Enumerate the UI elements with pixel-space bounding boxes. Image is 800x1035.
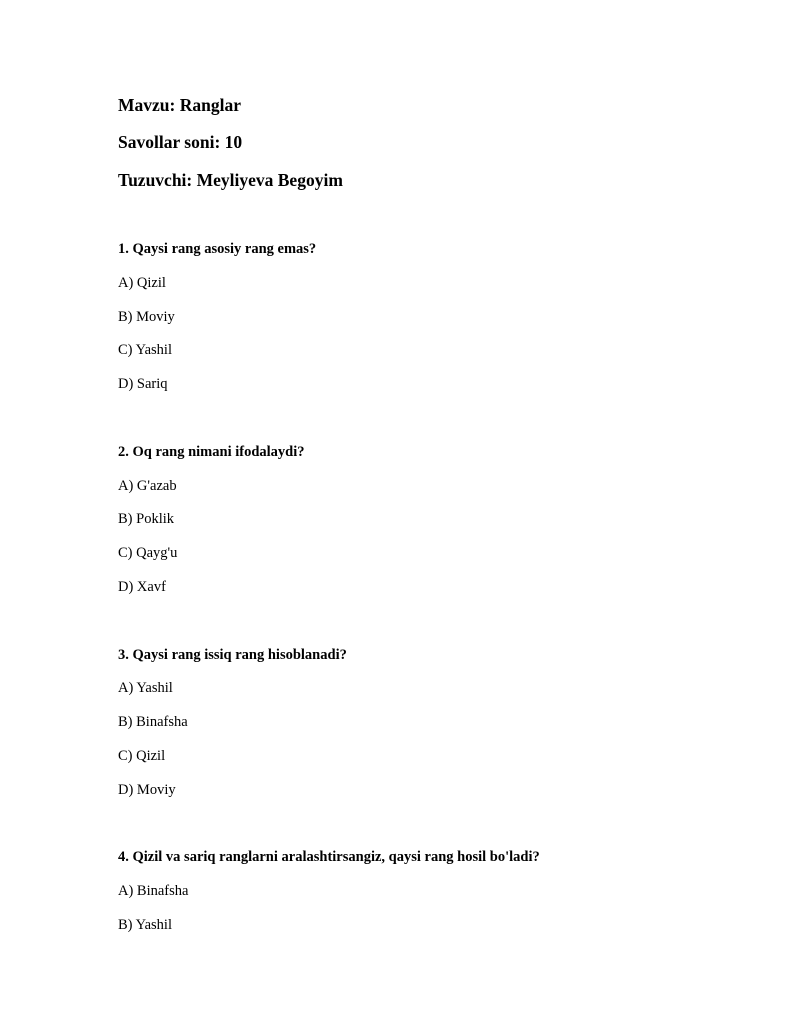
- question-2: 2. Oq rang nimani ifodalaydi?: [118, 444, 305, 460]
- question-3-option-c: C) Qizil: [118, 748, 166, 764]
- question-2-option-b: B) Poklik: [118, 511, 174, 527]
- topic-heading: Mavzu: Ranglar: [118, 95, 241, 115]
- question-4-option-b: B) Yashil: [118, 917, 172, 933]
- question-1-option-d: D) Sariq: [118, 376, 168, 392]
- question-count-heading: Savollar soni: 10: [118, 132, 243, 152]
- question-3: 3. Qaysi rang issiq rang hisoblanadi?: [118, 647, 347, 663]
- question-4: 4. Qizil va sariq ranglarni aralashtirsangiz, qaysi rang hosil bo'ladi?: [118, 849, 540, 865]
- question-4-option-a: A) Binafsha: [118, 883, 189, 899]
- question-3-option-d: D) Moviy: [118, 782, 176, 798]
- author-heading: Tuzuvchi: Meyliyeva Begoyim: [118, 170, 343, 190]
- question-2-option-d: D) Xavf: [118, 579, 166, 595]
- question-1-option-b: B) Moviy: [118, 309, 175, 325]
- question-1: 1. Qaysi rang asosiy rang emas?: [118, 241, 317, 257]
- question-3-option-b: B) Binafsha: [118, 714, 188, 730]
- question-3-option-a: A) Yashil: [118, 680, 173, 696]
- question-1-option-c: C) Yashil: [118, 342, 172, 358]
- question-2-option-c: C) Qayg'u: [118, 545, 178, 561]
- question-1-option-a: A) Qizil: [118, 275, 166, 291]
- question-2-option-a: A) G'azab: [118, 478, 177, 494]
- document-page: [118, 0, 758, 1035]
